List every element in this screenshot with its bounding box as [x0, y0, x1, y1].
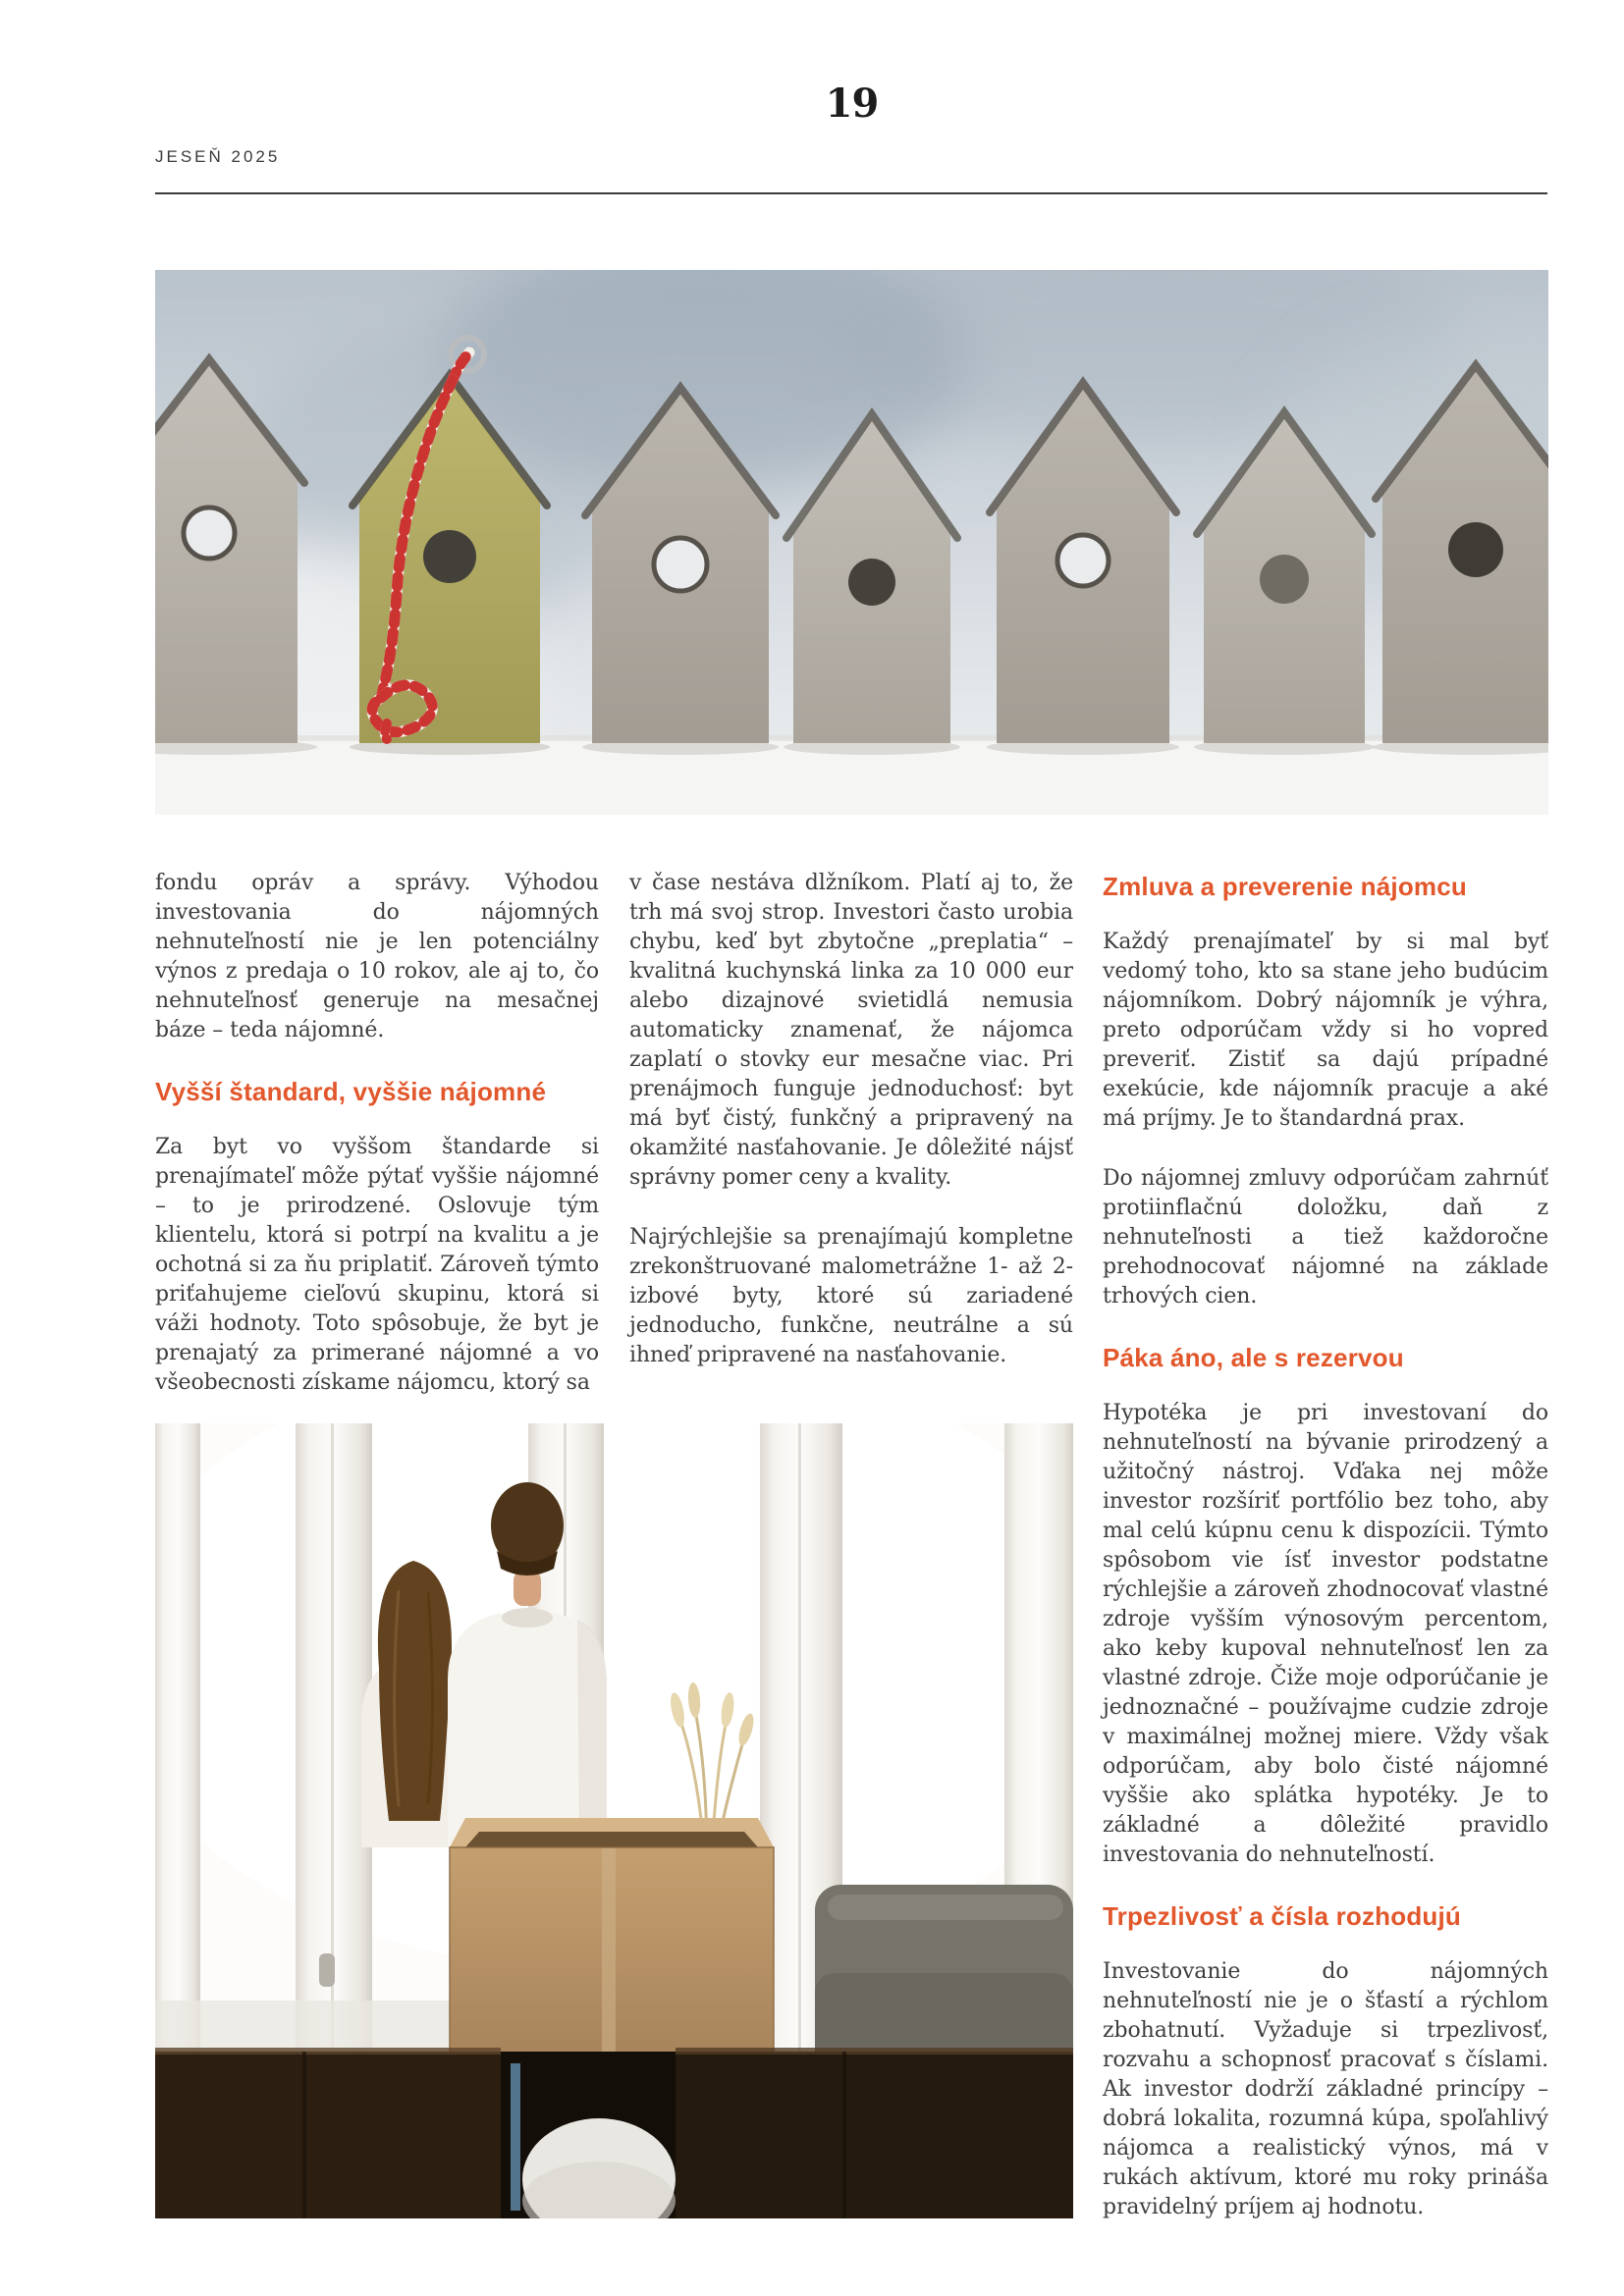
subheading-vyssi-standard: Vyšší štandard, vyššie nájomné — [155, 1077, 547, 1106]
couple-at-window-photo — [155, 1423, 1073, 2218]
sofa — [815, 1885, 1073, 2071]
paragraph: Hypotéka je pri investovaní do nehnuteľností na bývanie prirodzený a užitočný nástroj. Vďaka nej môže investor rozšíriť portfólio bez toho, aby mal celú kúpnu cenu k dispozícii. Týmto spôsobom vie ísť investor podstatne rýchlejšie a zároveň zhodnocovať vlastné zdroje vyšším výnosovým percentom, ako keby kupoval nehnuteľnosť len za vlastné zdroje. Čiže moje odporúčanie je jednoznačné – používajme cudzie zdroje v maximálnej možnej miere. Vždy však odporúčam, aby bolo čisté nájomné vyššie ako splátka hypotéky. Je to základné a dôležité pravidlo investovania do nehnuteľností. — [1103, 1401, 1548, 1867]
subheading-paka: Páka áno, ale s rezervou — [1103, 1343, 1404, 1372]
column-2 — [629, 869, 1073, 1404]
paragraph: Za byt vo vyššom štandarde si prenajímateľ môže pýtať vyššie nájomné – to je prirodzené. Oslovuje tým klientelu, ktorá si potrpí na kvalitu a je ochotná si za ňu priplatiť. Zároveň týmto priťahujeme cieľovú skupinu, ktorá si váži hodnoty. Toto spôsobuje, že byt je prenajatý za primerané nájomné a vo všeobecnosti získame nájomcu, ktorý sa — [155, 1135, 599, 1395]
wooden-houses-illustration — [155, 270, 1548, 815]
text-columns-left — [155, 869, 1073, 1404]
paragraph: v čase nestáva dlžníkom. Platí aj to, že trh má svoj strop. Investori často urobia chybu, keď byt zbytočne „preplatia“ – kvalitná kuchynská linka za 10 000 eur alebo dizajnové svietidlá nemusia automaticky znamenať, že nájomca zaplatí o stovky eur mesačne viac. Pri prenájmoch funguje jednoduchosť: byt má byť čistý, funkčný a pripravený na okamžité nasťahovanie. Je dôležité nájsť správny pomer ceny a kvality. — [629, 871, 1073, 1190]
paragraph: Každý prenajímateľ by si mal byť vedomý toho, kto sa stane jeho budúcim nájomníkom. Dobrý nájomník je výhra, preto odporúčam vždy si ho vopred preveriť. Zistiť sa dajú prípadné exekúcie, kde nájomník pracuje a aké má príjmy. Je to štandardná prax. — [1103, 930, 1548, 1131]
cardboard-box — [450, 1818, 774, 2071]
subheading-zmluva: Zmluva a preverenie nájomcu — [1103, 872, 1467, 901]
paragraph: Investovanie do nájomných nehnuteľností nie je o šťastí a rýchlom zbohatnutí. Vyžaduje si trpezlivosť, rozvahu a schopnosť pracovať s číslami. Ak investor dodrží základné princípy – dobrá lokalita, rozumná kúpa, spoľahlivý nájomca a realistický výnos, má v rukách aktívum, ktoré mu roky prináša pravidelný príjem aj hodnotu. — [1103, 1959, 1548, 2219]
paragraph: Do nájomnej zmluvy odporúčam zahrnúť protiinflačnú doložku, daň z nehnuteľnosti a tiež každoročne prehodnocovať nájomné na základe trhových cien. — [1103, 1166, 1548, 1308]
page-number: 19 — [825, 80, 879, 127]
column-1 — [155, 869, 599, 1404]
article-body — [155, 869, 1548, 2253]
issue-label: JESEŇ 2025 — [155, 147, 281, 166]
couple-at-window-illustration — [155, 1423, 1073, 2218]
foreground-boxes — [155, 2048, 1073, 2218]
wooden-houses-photo — [155, 270, 1548, 815]
column-3 — [1103, 869, 1548, 2253]
left-area — [155, 869, 1073, 2253]
paragraph: fondu opráv a správy. Výhodou investovania do nájomných nehnuteľností nie je len potenciálny výnos z predaja o 10 rokov, ale aj to, čo nehnuteľnosť generuje na mesačnej báze – teda nájomné. — [155, 871, 599, 1042]
header-rule — [155, 192, 1547, 194]
subheading-trpezlivost: Trpezlivosť a čísla rozhodujú — [1103, 1901, 1462, 1931]
paragraph: Najrýchlejšie sa prenajímajú kompletne zrekonštruované malometrážne 1- až 2-izbové byty, ktoré sú zariadené jednoducho, funkčne, neutrálne a sú ihneď pripravené na nasťahovanie. — [629, 1225, 1073, 1367]
